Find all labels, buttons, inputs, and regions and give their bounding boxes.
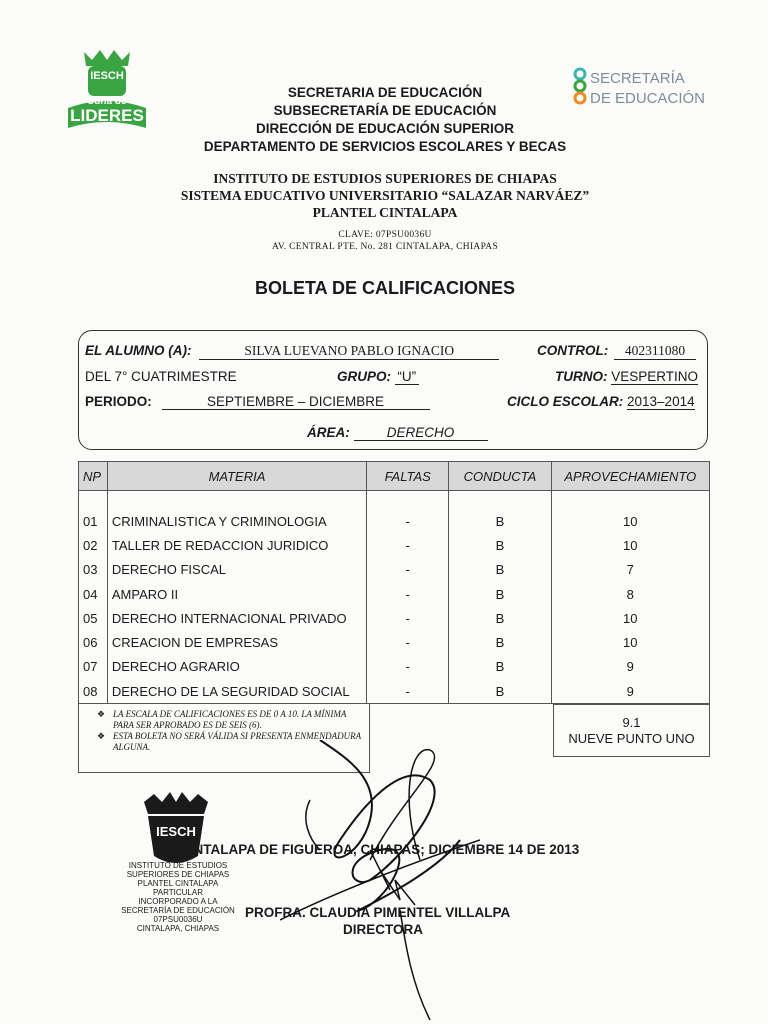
cell-aprovechamiento: 10 — [551, 630, 709, 654]
header-aprovechamiento: APROVECHAMIENTO — [551, 462, 709, 491]
handwritten-signature — [280, 740, 480, 1020]
area-value: DERECHO — [354, 425, 488, 441]
area-row — [307, 425, 488, 441]
seal-line: 07PSU0036U — [153, 915, 203, 924]
cell-conducta: B — [449, 679, 551, 704]
iesch-cuna-de-lideres-logo — [62, 46, 152, 138]
average-number: 9.1 — [622, 715, 641, 730]
logo-iesch-text: IESCH — [90, 70, 124, 82]
turno-row — [555, 369, 698, 385]
student-info-box — [78, 330, 708, 450]
periodo-value: SEPTIEMBRE – DICIEMBRE — [162, 394, 430, 410]
cell-faltas: - — [367, 582, 449, 606]
header-secretaria — [150, 84, 620, 156]
institute-line-3: PLANTEL CINTALAPA — [312, 205, 458, 220]
table-row — [79, 582, 710, 606]
institute-line-2: SISTEMA EDUCATIVO UNIVERSITARIO “SALAZAR NARVÁEZ” — [180, 188, 590, 203]
table-header-row — [79, 462, 710, 491]
cell-faltas: - — [367, 655, 449, 679]
cell-materia: DERECHO INTERNACIONAL PRIVADO — [107, 606, 366, 630]
cell-aprovechamiento: 9 — [551, 679, 709, 704]
table-row — [79, 679, 710, 704]
cell-np: 02 — [79, 533, 108, 557]
average-words: NUEVE PUNTO UNO — [568, 731, 695, 746]
cell-materia: CRIMINALISTICA Y CRIMINOLOGIA — [107, 509, 366, 533]
cell-conducta: B — [449, 509, 551, 533]
cell-materia: TALLER DE REDACCION JURIDICO — [107, 533, 366, 557]
control-label: CONTROL: — [537, 343, 609, 358]
grupo-value: “U” — [395, 369, 419, 385]
header-clave — [180, 229, 590, 253]
table-row — [79, 606, 710, 630]
table-row — [79, 509, 710, 533]
logo-secretaria-text: SECRETARÍA — [590, 70, 685, 87]
cell-faltas: - — [367, 509, 449, 533]
cell-materia: AMPARO II — [107, 582, 366, 606]
cell-conducta: B — [449, 630, 551, 654]
logo-cuna-text: Cuna de — [87, 96, 127, 107]
cell-materia: CREACION DE EMPRESAS — [107, 630, 366, 654]
cell-np: 04 — [79, 582, 108, 606]
cell-np: 01 — [79, 509, 108, 533]
note-text: ESTA BOLETA NO SERÁ VÁLIDA SI PRESENTA ENMENDADURA ALGUNA. — [113, 731, 361, 752]
note-item — [97, 709, 361, 731]
average-box — [553, 704, 710, 757]
alumno-row — [85, 343, 499, 360]
header-institute — [120, 170, 650, 221]
alumno-value: SILVA LUEVANO PABLO IGNACIO — [199, 343, 499, 360]
seal-line: PLANTEL CINTALAPA — [137, 879, 219, 888]
turno-label: TURNO: — [555, 369, 608, 384]
ciclo-label: CICLO ESCOLAR: — [507, 394, 624, 409]
cell-faltas: - — [367, 630, 449, 654]
header-np: NP — [79, 462, 108, 491]
diamond-bullet-icon: ❖ — [97, 709, 106, 719]
cell-aprovechamiento: 10 — [551, 606, 709, 630]
seal-line: PARTICULAR — [153, 888, 203, 897]
cell-aprovechamiento: 9 — [551, 655, 709, 679]
cell-aprovechamiento: 10 — [551, 509, 709, 533]
seal-line: INCORPORADO A LA — [138, 897, 218, 906]
table-spacer-row — [79, 491, 710, 510]
cell-conducta: B — [449, 533, 551, 557]
area-label: ÁREA: — [307, 425, 350, 440]
cell-materia: DERECHO DE LA SEGURIDAD SOCIAL — [107, 679, 366, 704]
cell-conducta: B — [449, 558, 551, 582]
turno-value: VESPERTINO — [611, 369, 699, 384]
signer-role: DIRECTORA — [343, 922, 424, 937]
address-text: AV. CENTRAL PTE. No. 281 CINTALAPA, CHIAPAS — [271, 242, 499, 252]
cell-np: 03 — [79, 558, 108, 582]
cell-materia: DERECHO AGRARIO — [107, 655, 366, 679]
cell-np: 07 — [79, 655, 108, 679]
cell-faltas: - — [367, 533, 449, 557]
grades-table — [78, 461, 710, 704]
cell-np: 08 — [79, 679, 108, 704]
table-row — [79, 655, 710, 679]
seal-line: SECRETARÍA DE EDUCACIÓN — [121, 906, 235, 915]
control-row — [537, 343, 696, 360]
institute-seal — [138, 790, 214, 870]
cell-faltas: - — [367, 606, 449, 630]
alumno-label: EL ALUMNO (A): — [85, 343, 192, 358]
table-row — [79, 558, 710, 582]
seal-line: INSTITUTO DE ESTUDIOS — [128, 861, 228, 870]
cell-conducta: B — [449, 582, 551, 606]
periodo-row — [85, 394, 430, 410]
signer-name: PROFRA. CLAUDIA PIMENTEL VILLALPA — [245, 905, 511, 920]
grupo-row — [337, 369, 419, 385]
header-faltas: FALTAS — [367, 462, 449, 491]
seal-iesch-text: IESCH — [156, 824, 196, 839]
page-title: BOLETA DE CALIFICACIONES — [255, 278, 515, 298]
header-line-1: SECRETARIA DE EDUCACIÓN — [287, 85, 483, 100]
control-value: 402311080 — [614, 343, 696, 360]
clave-text: CLAVE: 07PSU0036U — [338, 230, 432, 240]
cell-aprovechamiento: 8 — [551, 582, 709, 606]
cell-conducta: B — [449, 606, 551, 630]
ciclo-row — [507, 394, 695, 410]
logo-de-educacion-text: DE EDUCACIÓN — [590, 90, 706, 107]
header-conducta: CONDUCTA — [449, 462, 551, 491]
header-materia: MATERIA — [107, 462, 366, 491]
note-text: LA ESCALA DE CALIFICACIONES ES DE 0 A 10. LA MÍNIMA PARA SER APROBADO ES DE SEIS (6). — [113, 709, 347, 730]
cell-materia: DERECHO FISCAL — [107, 558, 366, 582]
cell-faltas: - — [367, 679, 449, 704]
diamond-bullet-icon: ❖ — [97, 731, 106, 741]
header-line-3: DIRECCIÓN DE EDUCACIÓN SUPERIOR — [255, 121, 515, 136]
cell-aprovechamiento: 10 — [551, 533, 709, 557]
logo-lideres-text: LIDERES — [70, 106, 144, 125]
header-line-2: SUBSECRETARÍA DE EDUCACIÓN — [273, 103, 497, 118]
cell-faltas: - — [367, 558, 449, 582]
table-row — [79, 630, 710, 654]
header-line-4: DEPARTAMENTO DE SERVICIOS ESCOLARES Y BECAS — [203, 139, 567, 154]
ciclo-value: 2013–2014 — [627, 394, 695, 409]
cuatrimestre-text: DEL 7° CUATRIMESTRE — [85, 369, 237, 384]
cell-np: 05 — [79, 606, 108, 630]
seal-caption — [110, 861, 246, 933]
institute-line-1: INSTITUTO DE ESTUDIOS SUPERIORES DE CHIAPAS — [213, 171, 557, 186]
seal-line: CINTALAPA, CHIAPAS — [136, 924, 220, 933]
seal-line: SUPERIORES DE CHIAPAS — [126, 870, 230, 879]
periodo-label: PERIODO: — [85, 394, 152, 409]
cell-np: 06 — [79, 630, 108, 654]
cell-conducta: B — [449, 655, 551, 679]
table-row — [79, 533, 710, 557]
cell-aprovechamiento: 7 — [551, 558, 709, 582]
grupo-label: GRUPO: — [337, 369, 391, 384]
place-date-text: CINTALAPA DE FIGUEROA, CHIAPAS; DICIEMBRE 14 DE 2013 — [180, 842, 580, 857]
